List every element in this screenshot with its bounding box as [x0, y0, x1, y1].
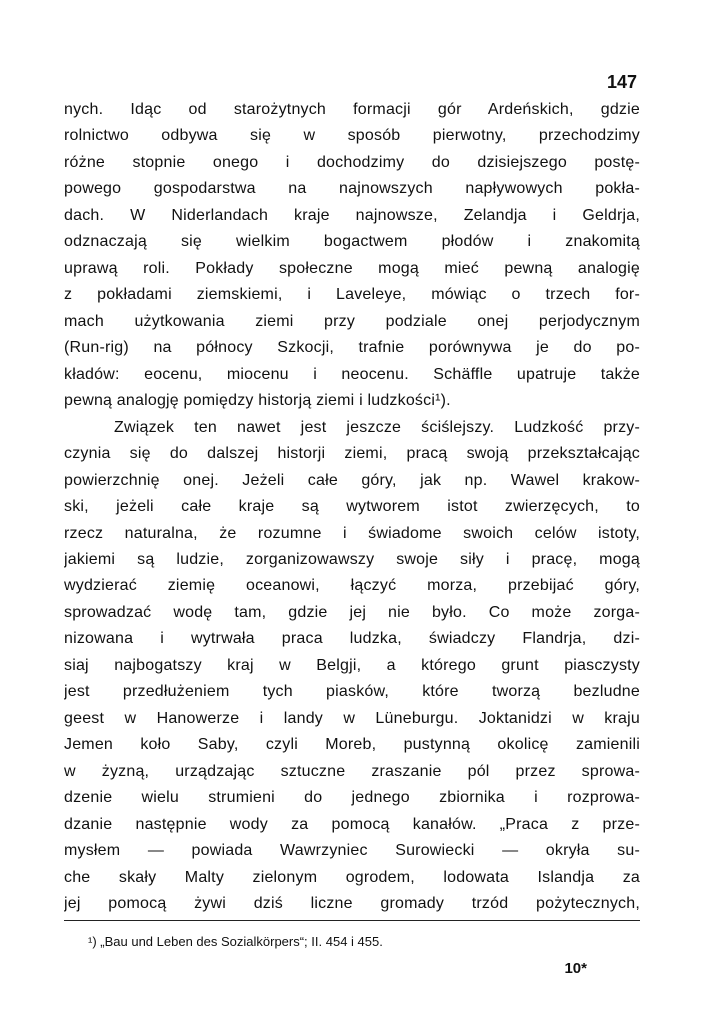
text-line: (Run-rig) na północy Szkocji, trafnie porównywa je do po-	[64, 339, 640, 357]
text-line: che skały Malty zielonym ogrodem, lodowata Islandja za	[64, 868, 640, 886]
text-line: z pokładami ziemskiemi, i Laveleye, mówiąc o trzech for-	[64, 286, 640, 304]
text-line: ski, jeżeli całe kraje są wytworem istot zwierzęcych, to	[64, 498, 640, 516]
text-line: geest w Hanowerze i landy w Lüneburgu. Joktanidzi w kraju	[64, 709, 640, 727]
text-line: dzenie wielu strumieni do jednego zbiornika i rozprowa-	[64, 789, 640, 807]
text-line: sprowadzać wodę tam, gdzie jej nie było. Co może zorga-	[64, 603, 640, 621]
text-line: jest przedłużeniem tych piasków, które tworzą bezludne	[64, 683, 640, 701]
page-number: 147	[606, 72, 637, 92]
footnote: ¹) „Bau und Leben des Sozialkörpers“; II. 454 i 455.	[88, 934, 383, 949]
text-line: kładów: eocenu, miocenu i neocenu. Schäffle upatruje także	[64, 365, 640, 383]
text-line: mach użytkowania ziemi przy podziale onej perjodycznym	[64, 312, 640, 330]
text-line: Związek ten nawet jest jeszcze ściślejszy. Ludzkość przy-	[114, 418, 640, 436]
text-line: powego gospodarstwa na najnowszych napływowych pokła-	[64, 180, 640, 198]
printer-signature: 10*	[564, 960, 587, 977]
text-line: nizowana i wytrwała praca ludzka, świadczy Flandrja, dzi-	[64, 630, 640, 648]
text-line: rolnictwo odbywa się w sposób pierwotny, przechodzimy	[64, 127, 640, 145]
body-text	[64, 97, 640, 918]
text-line: jej pomocą żywi dziś liczne gromady trzód pożytecznych,	[64, 895, 640, 913]
text-line: mysłem — powiada Wawrzyniec Surowiecki — okryła su-	[64, 842, 640, 860]
text-line: jakiemi są ludzie, zorganizowawszy swoje siły i pracę, mogą	[64, 550, 640, 568]
text-line: Jemen koło Saby, czyli Moreb, pustynną okolicę zamienili	[64, 736, 640, 754]
text-line: uprawą roli. Pokłady społeczne mogą mieć pewną analogię	[64, 259, 640, 277]
text-line: wydzierać ziemię oceanowi, łączyć morza, przebijać góry,	[64, 577, 640, 595]
text-line: nych. Idąc od starożytnych formacji gór Ardeńskich, gdzie	[64, 101, 640, 118]
text-line: pewną analogję pomiędzy historją ziemi i ludzkości¹).	[64, 392, 451, 410]
text-line: dach. W Niderlandach kraje najnowsze, Zelandja i Geldrja,	[64, 206, 640, 224]
text-line: dzanie następnie wody za pomocą kanałów. „Praca z prze-	[64, 815, 640, 833]
text-line: w żyzną, urządzając sztuczne zraszanie pól przez sprowa-	[64, 762, 640, 780]
text-line: czynia się do dalszej historji ziemi, pracą swoją przekształcając	[64, 445, 640, 463]
text-line: siaj najbogatszy kraj w Belgji, a którego grunt piasczysty	[64, 656, 640, 674]
text-line: rzecz naturalna, że rozumne i świadome swoich celów istoty,	[64, 524, 640, 542]
text-line: różne stopnie onego i dochodzimy do dzisiejszego postę-	[64, 153, 640, 171]
text-line: powierzchnię onej. Jeżeli całe góry, jak np. Wawel krakow-	[64, 471, 640, 489]
text-line: odznaczają się wielkim bogactwem płodów i znakomitą	[64, 233, 640, 251]
footnote-divider	[64, 920, 640, 921]
